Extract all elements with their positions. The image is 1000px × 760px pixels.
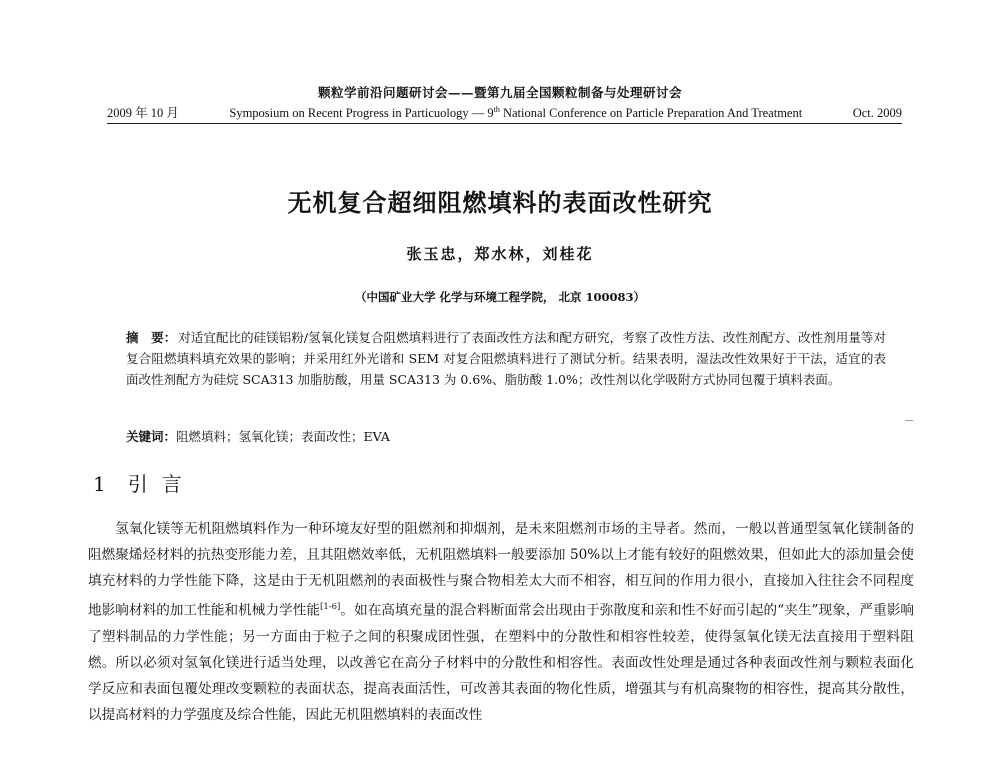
- date-cn: 2009 年 10 月: [107, 106, 179, 120]
- section-title: 引言: [127, 472, 196, 496]
- conference-number-suffix: th: [493, 104, 500, 114]
- scan-artifact: [905, 420, 913, 421]
- paper-affiliation: （中国矿业大学 化学与环境工程学院， 北京 100083）: [354, 290, 646, 304]
- abstract-label: 摘 要：: [126, 330, 177, 345]
- keywords: [126, 427, 886, 445]
- conference-name-cn: 颗粒学前沿问题研讨会——暨第九届全国颗粒制备与处理研讨会: [317, 85, 682, 100]
- citation: [1-6]: [320, 602, 341, 612]
- abstract-text: 对适宜配比的硅镁铝粉/氢氧化镁复合阻燃填料进行了表面改性方法和配方研究，考察了改性方法、改性剂配方、改性剂用量等对复合阻燃填料填充效果的影响；并采用红外光谱和 SEM 对复合阻燃填料进行了测试分析。结果表明，湿法改性效果好于干法，适宜的表面改性剂配方为硅烷 SCA313 加脂肪酸，用量 SCA313 为 0.6%、脂肪酸 1.0%；改性剂以化学吸附方式协同包覆于填料表面。: [126, 330, 886, 387]
- date-en: Oct. 2009: [852, 106, 902, 120]
- paper-authors: 张玉忠，郑水林，刘桂花: [406, 245, 594, 263]
- symposium-en: [229, 105, 802, 121]
- conference-number: 9: [487, 106, 494, 120]
- paragraph-text-a: 氢氧化镁等无机阻燃填料作为一种环境友好型的阻燃剂和抑烟剂，是未来阻燃剂市场的主导者。然而，一般以普通型氢氧化镁制备的阻燃聚烯烃材料的抗热变形能力差，且其阻燃效率低，无机阻燃填料一般要添加 50%以上才能有较好的阻燃效果，但如此大的添加量会使填充材料的力学性能下降，这是由于无机阻燃剂的表面极性与聚合物相差太大而不相容，相互间的作用力很小，直接加入往往会不同程度地影响材料的加工性能和机械力学性能: [88, 521, 914, 619]
- section-heading: [93, 468, 196, 497]
- body-text: [88, 516, 914, 728]
- paragraph-text-b: 。如在高填充量的混合料断面常会出现由于弥散度和亲和性不好而引起的“夹生”现象，严重影响了塑料制品的力学性能；另一方面由于粒子之间的积聚成团性强，在塑料中的分散性和相容性较差，使得氢氧化镁无法直接用于塑料阻燃。所以必须对氢氧化镁进行适当处理，以改善它在高分子材料中的分散性和相容性。表面改性处理是通过各种表面改性剂与颗粒表面化学反应和表面包覆处理改变颗粒的表面状态，提高表面活性，可改善其表面的物化性质，增强其与有机高聚物的相容性，提高其分散性，以提高材料的力学强度及综合性能，因此无机阻燃填料的表面改性: [88, 602, 914, 723]
- keywords-label: 关键词：: [126, 429, 177, 444]
- section-number: 1: [93, 472, 106, 496]
- paper-title: 无机复合超细阻燃填料的表面改性研究: [287, 189, 713, 217]
- symposium-name: Symposium on Recent Progress in Particuology: [229, 106, 469, 120]
- abstract: [126, 327, 886, 390]
- running-header: [107, 103, 902, 124]
- paragraph: [88, 516, 914, 728]
- conference-name-en: National Conference on Particle Preparation And Treatment: [502, 106, 803, 120]
- keywords-text: 阻燃填料；氢氧化镁；表面改性；EVA: [176, 429, 390, 444]
- header-dash: —: [471, 106, 485, 120]
